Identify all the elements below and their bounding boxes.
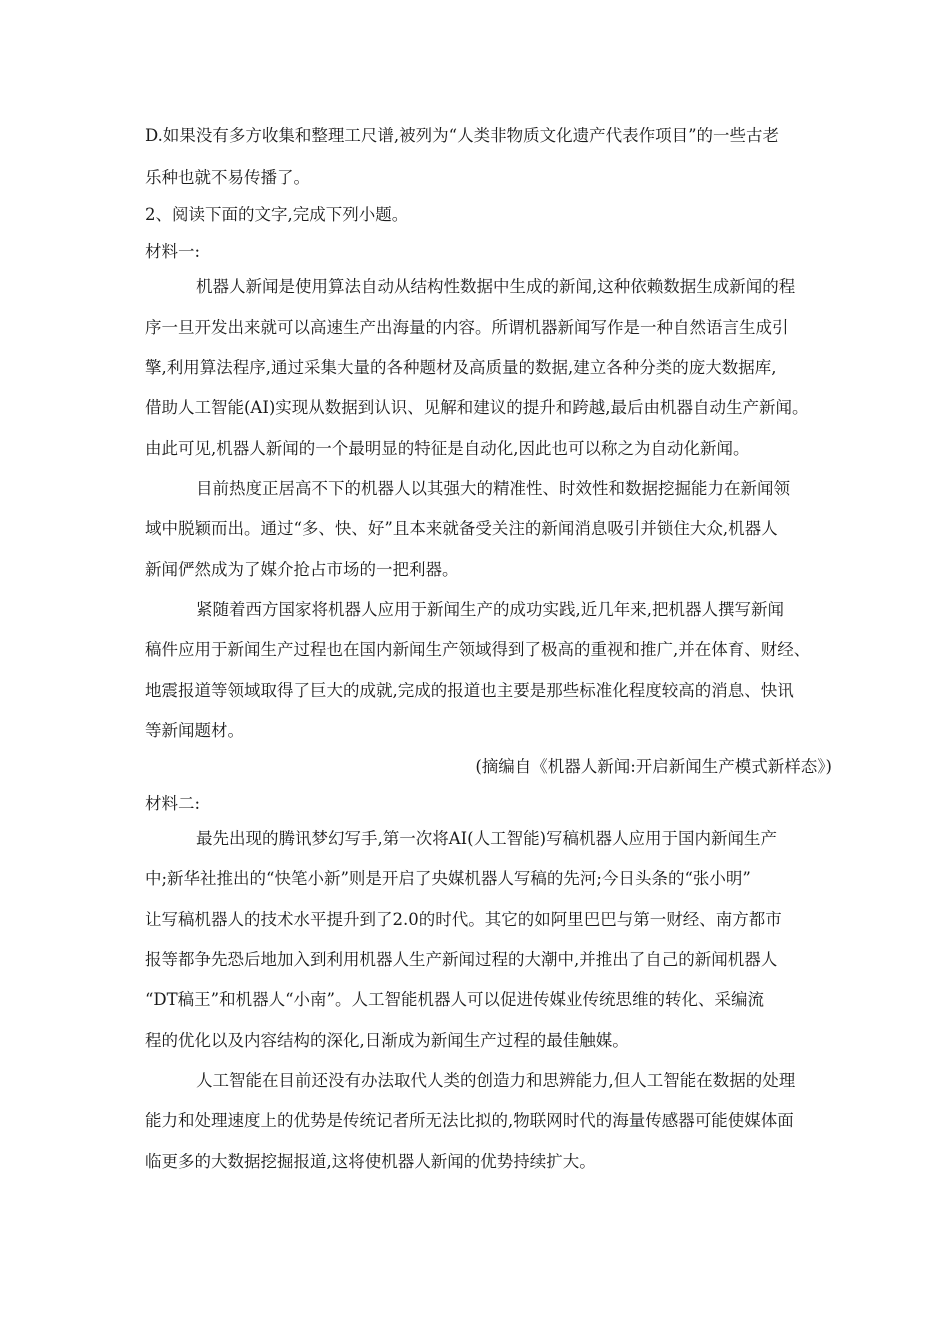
paragraph-3-line-4: 等新闻题材。 (145, 721, 244, 740)
option-d-line-2: 乐种也就不易传播了。 (145, 168, 310, 187)
source-citation: (摘编自《机器人新闻:开启新闻生产模式新样态》) (475, 757, 832, 776)
paragraph-1-line-4: 借助人工智能(AI)实现从数据到认识、见解和建议的提升和跨越,最后由机器自动生产新闻。 (145, 398, 809, 417)
paragraph-2-line-1: 目前热度正居高不下的机器人以其强大的精准性、时效性和数据挖掘能力在新闻领 (196, 479, 790, 498)
paragraph-3-line-2: 稿件应用于新闻生产过程也在国内新闻生产领域得到了极高的重视和推广,并在体育、财经、 (145, 640, 811, 659)
paragraph-3-line-3: 地震报道等领域取得了巨大的成就,完成的报道也主要是那些标准化程度较高的消息、快讯 (145, 681, 794, 700)
paragraph-4-line-6: 程的优化以及内容结构的深化,日渐成为新闻生产过程的最佳触媒。 (145, 1031, 629, 1050)
paragraph-4-line-1: 最先出现的腾讯梦幻写手,第一次将AI(人工智能)写稿机器人应用于国内新闻生产 (196, 829, 778, 848)
question-2-heading: 2、阅读下面的文字,完成下列小题。 (145, 205, 409, 224)
paragraph-2-line-3: 新闻俨然成为了媒介抢占市场的一把利器。 (145, 560, 459, 579)
paragraph-1-line-5: 由此可见,机器人新闻的一个最明显的特征是自动化,因此也可以称之为自动化新闻。 (145, 439, 750, 458)
paragraph-4-line-4: 报等都争先恐后地加入到利用机器人生产新闻过程的大潮中,并推出了自己的新闻机器人 (145, 950, 778, 969)
paragraph-4-line-3: 让写稿机器人的技术水平提升到了2.0的时代。其它的如阿里巴巴与第一财经、南方都市 (145, 910, 782, 929)
paragraph-1-line-1: 机器人新闻是使用算法自动从结构性数据中生成的新闻,这种依赖数据生成新闻的程 (196, 277, 796, 296)
paragraph-1-line-3: 擎,利用算法程序,通过采集大量的各种题材及高质量的数据,建立各种分类的庞大数据库, (145, 358, 777, 377)
paragraph-4-line-5: “DT稿王”和机器人“小南”。人工智能机器人可以促进传媒业传统思维的转化、采编流 (145, 990, 764, 1009)
paragraph-5-line-1: 人工智能在目前还没有办法取代人类的创造力和思辨能力,但人工智能在数据的处理 (196, 1071, 796, 1090)
paragraph-5-line-2: 能力和处理速度上的优势是传统记者所无法比拟的,物联网时代的海量传感器可能使媒体面 (145, 1111, 794, 1130)
paragraph-4-line-2: 中;新华社推出的“快笔小新”则是开启了央媒机器人写稿的先河;今日头条的“张小明” (145, 869, 751, 888)
material-2-label: 材料二: (145, 794, 201, 813)
paragraph-5-line-3: 临更多的大数据挖掘报道,这将使机器人新闻的优势持续扩大。 (145, 1152, 596, 1171)
material-1-label: 材料一: (145, 242, 201, 261)
option-d-line-1: D.如果没有多方收集和整理工尺谱,被列为“人类非物质文化遗产代表作项目”的一些古老 (145, 126, 780, 145)
paragraph-2-line-2: 域中脱颖而出。通过“多、快、好”且本来就备受关注的新闻消息吸引并锁住大众,机器人 (145, 519, 778, 538)
paragraph-3-line-1: 紧随着西方国家将机器人应用于新闻生产的成功实践,近几年来,把机器人撰写新闻 (196, 600, 784, 619)
paragraph-1-line-2: 序一旦开发出来就可以高速生产出海量的内容。所谓机器新闻写作是一种自然语言生成引 (145, 318, 789, 337)
